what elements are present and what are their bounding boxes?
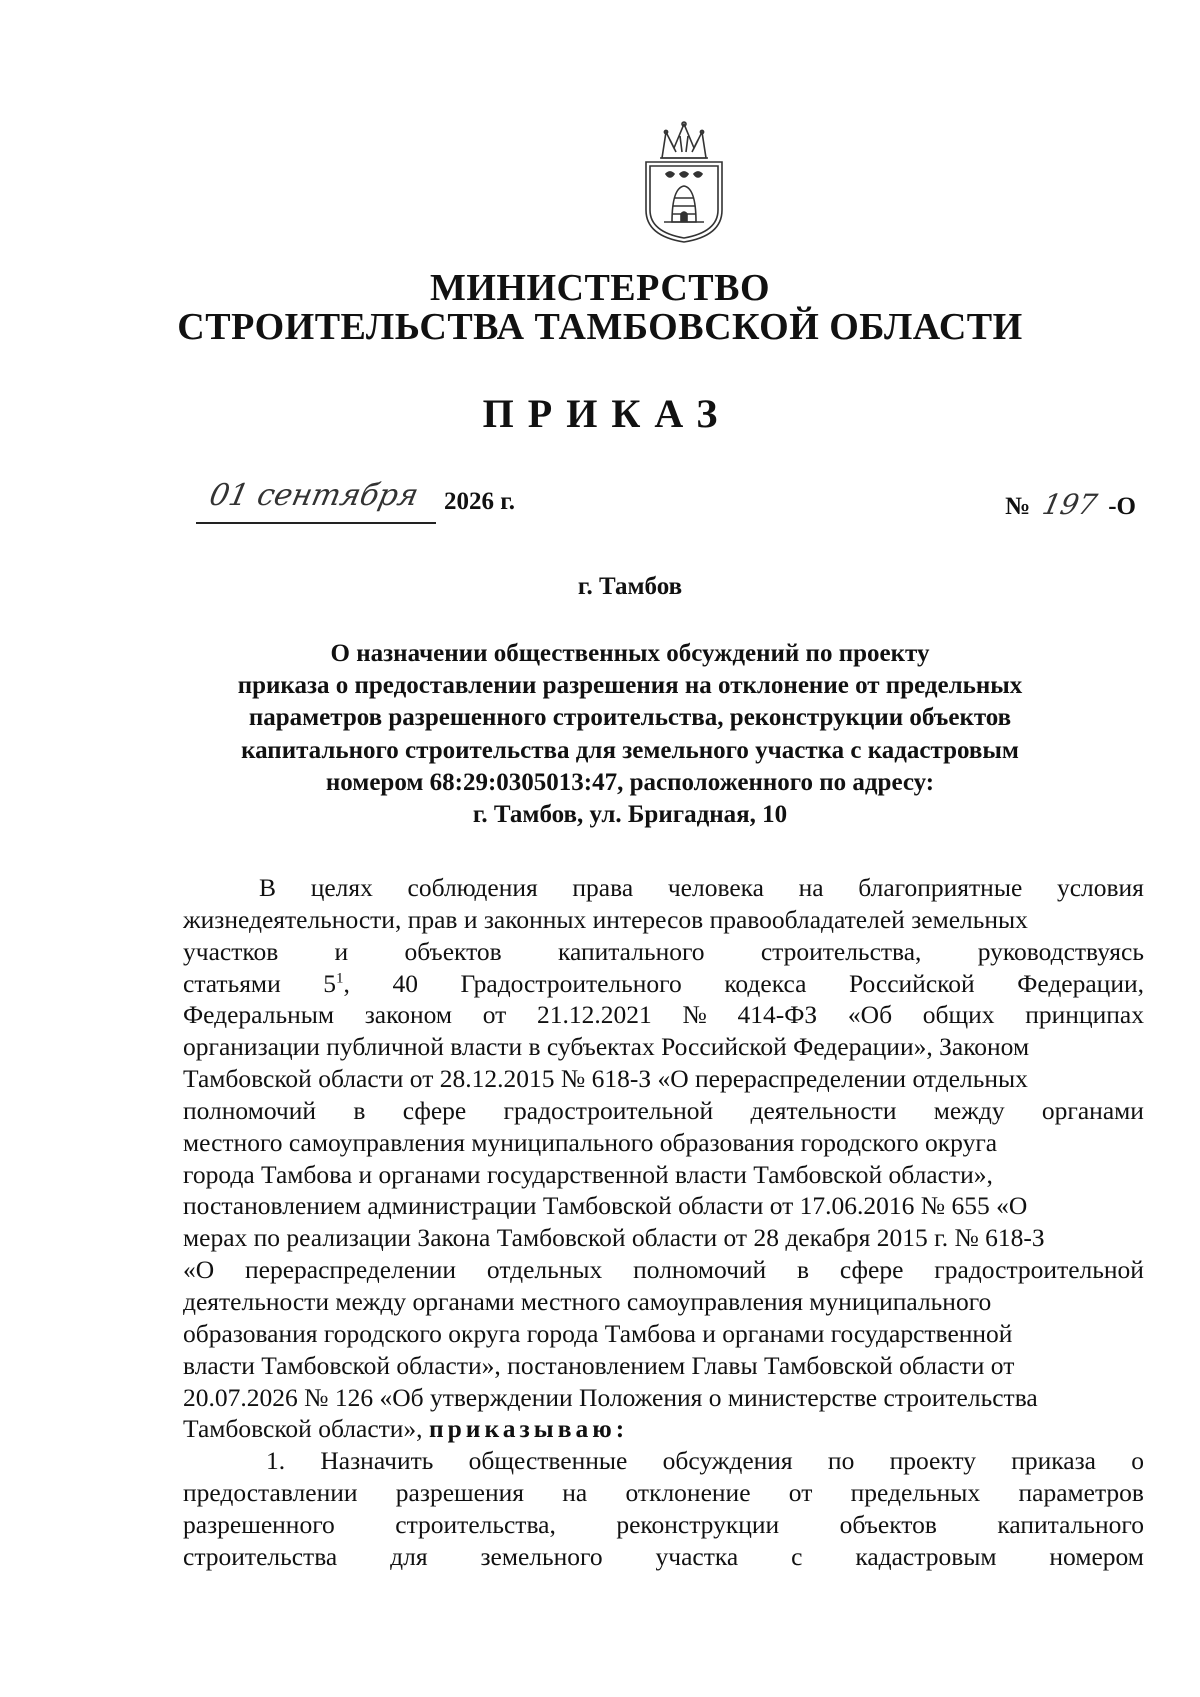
body-word: человека — [667, 873, 764, 902]
number-prefix: № — [1005, 493, 1031, 520]
body-line: власти Тамбовской области», постановлением Главы Тамбовской области от — [183, 1350, 1015, 1380]
body-word: № — [682, 1000, 707, 1030]
ministry-title-line2: СТРОИТЕЛЬСТВА ТАМБОВСКОЙ ОБЛАСТИ — [177, 306, 1023, 348]
body-word: права — [572, 873, 634, 902]
handwritten-date: 01 сентября — [206, 478, 422, 513]
body-word: для — [390, 1541, 428, 1571]
date-number-row — [196, 478, 1136, 526]
body-word: по — [827, 1446, 855, 1476]
body-word: и — [334, 936, 349, 966]
article-superscript: 1 — [336, 970, 344, 987]
body-line: города Тамбова и органами государственной власти Тамбовской области», — [183, 1159, 993, 1189]
body-line: деятельности между органами местного самоуправления муниципального — [183, 1286, 992, 1316]
body-word: объектов — [839, 1509, 937, 1539]
date-year: 2026 г. — [444, 488, 516, 515]
body-word: Назначить — [320, 1446, 434, 1476]
body-line — [183, 1445, 1144, 1477]
body-word: разрешенного — [183, 1509, 335, 1539]
body-word: Федерации, — [1017, 968, 1144, 998]
body-line — [183, 1095, 1144, 1127]
body-line: жизнедеятельности, прав и законных интересов правообладателей земельных — [183, 904, 1028, 934]
body-word: о — [1131, 1446, 1144, 1476]
body-word: руководствуясь — [977, 936, 1144, 966]
body-word: условия — [1056, 873, 1144, 902]
body-word: деятельности — [750, 1095, 897, 1125]
body-word: строительства, — [760, 936, 922, 966]
body-word: с — [791, 1541, 803, 1571]
body-line — [183, 936, 1144, 968]
body-line: постановлением администрации Тамбовской области от 17.06.2016 № 655 «О — [183, 1191, 1028, 1221]
body-word: органами — [1041, 1095, 1144, 1125]
subject-line: О назначении общественных обсуждений по проекту — [330, 640, 930, 667]
body-word: реконструкции — [616, 1509, 780, 1539]
body-word: объектов — [404, 936, 502, 966]
subject-line: номером 68:29:0305013:47, расположенного по адресу: — [325, 768, 935, 796]
body-word: Федеральным — [183, 1000, 334, 1030]
body-line — [183, 1477, 1144, 1509]
body-word: статьями — [183, 968, 281, 998]
body-line — [183, 1541, 1144, 1573]
body-word: параметров — [1018, 1478, 1144, 1508]
body-word: участка — [655, 1541, 739, 1571]
body-word: перераспределении — [245, 1255, 457, 1285]
body-word: полномочий — [633, 1255, 767, 1285]
order-body — [183, 872, 1144, 1573]
body-line: организации публичной власти в субъектах Российской Федерации», Законом — [183, 1032, 1030, 1062]
body-word: отклонение — [625, 1478, 751, 1508]
body-text-fragment: Тамбовской области», — [183, 1414, 429, 1444]
article-number: 5 — [323, 968, 337, 998]
body-line — [183, 872, 1144, 904]
handwritten-date-field — [196, 478, 436, 524]
body-word: приказа — [1011, 1446, 1096, 1476]
body-word: принципах — [1025, 1000, 1144, 1030]
body-word: строительства, — [395, 1509, 556, 1539]
body-word: 1. — [266, 1446, 286, 1476]
number-suffix: -О — [1108, 493, 1136, 520]
body-word: сфере — [839, 1255, 904, 1285]
order-directive: приказываю: — [428, 1414, 629, 1444]
subject-line: параметров разрешенного строительства, реконструкции объектов — [248, 704, 1012, 732]
body-word: проекту — [889, 1446, 976, 1476]
article-ref: $5^1$, — [323, 968, 350, 998]
body-word: предоставлении — [183, 1478, 358, 1508]
body-word: между — [933, 1095, 1005, 1125]
subject-line: капитального строительства для земельного участка с кадастровым — [241, 736, 1019, 764]
body-word: от — [482, 1000, 507, 1030]
body-word: благоприятные — [858, 873, 1023, 902]
body-line: мерах по реализации Закона Тамбовской области от 28 декабря 2015 г. № 618-З — [183, 1223, 1045, 1253]
body-word: Градостроительного — [460, 968, 682, 998]
body-word: В — [259, 873, 277, 902]
body-word: 40 — [392, 968, 418, 998]
body-word: полномочий — [183, 1095, 317, 1125]
body-line-articles — [183, 968, 1144, 1000]
body-word: в — [353, 1095, 366, 1125]
body-word: обсуждения — [662, 1446, 793, 1476]
body-word: Российской — [848, 968, 975, 998]
body-word: градостроительной — [503, 1095, 714, 1125]
body-word: кадастровым — [855, 1541, 997, 1571]
body-word: на — [798, 873, 824, 902]
body-word: капитального — [997, 1509, 1144, 1539]
body-word: в — [797, 1255, 810, 1285]
order-subject — [0, 638, 1200, 831]
subject-line: г. Тамбов, ул. Бригадная, 10 — [472, 801, 788, 829]
body-word: целях — [310, 873, 373, 902]
body-word: 21.12.2021 — [537, 1000, 652, 1030]
body-word: от — [788, 1478, 813, 1508]
body-word: законом — [364, 1000, 452, 1030]
tambov-coat-of-arms-icon — [636, 118, 732, 246]
body-line — [183, 999, 1144, 1031]
handwritten-number: 197 — [1039, 488, 1100, 521]
body-word: градостроительной — [934, 1255, 1144, 1285]
body-word: 414-ФЗ — [737, 1000, 818, 1030]
body-word: разрешения — [395, 1478, 524, 1508]
body-line-last — [183, 1413, 1144, 1445]
body-word: сфере — [402, 1095, 467, 1125]
body-word: общественные — [468, 1446, 628, 1476]
ministry-title-line1: МИНИСТЕРСТВО — [429, 267, 771, 309]
body-word: «Об — [847, 1000, 893, 1030]
body-word: земельного — [480, 1541, 603, 1571]
body-word: кодекса — [724, 968, 807, 998]
body-word: номером — [1049, 1541, 1144, 1571]
document-type-title: ПРИКАЗ — [482, 391, 732, 436]
body-word: отдельных — [486, 1255, 603, 1285]
city-name: г. Тамбов — [577, 573, 683, 600]
body-word: соблюдения — [407, 873, 538, 902]
body-line — [183, 1254, 1144, 1286]
body-line — [183, 1509, 1144, 1541]
body-line: 20.07.2026 № 126 «Об утверждении Положения о министерстве строительства — [183, 1382, 1038, 1412]
body-word: участков — [183, 936, 279, 966]
order-number — [1005, 488, 1136, 521]
body-line: местного самоуправления муниципального образования городского округа — [183, 1127, 998, 1157]
body-word: капитального — [557, 936, 705, 966]
body-word: строительства — [183, 1541, 338, 1571]
body-line: Тамбовской области от 28.12.2015 № 618-З «О перераспределении отдельных — [183, 1064, 1028, 1094]
body-word: «О — [183, 1255, 215, 1285]
body-word: общих — [922, 1000, 995, 1030]
body-word: на — [562, 1478, 588, 1508]
body-word: предельных — [850, 1478, 981, 1508]
subject-line: приказа о предоставлении разрешения на отклонение от предельных — [237, 672, 1023, 700]
body-line: образования городского округа города Тамбова и органами государственной — [183, 1318, 1013, 1348]
